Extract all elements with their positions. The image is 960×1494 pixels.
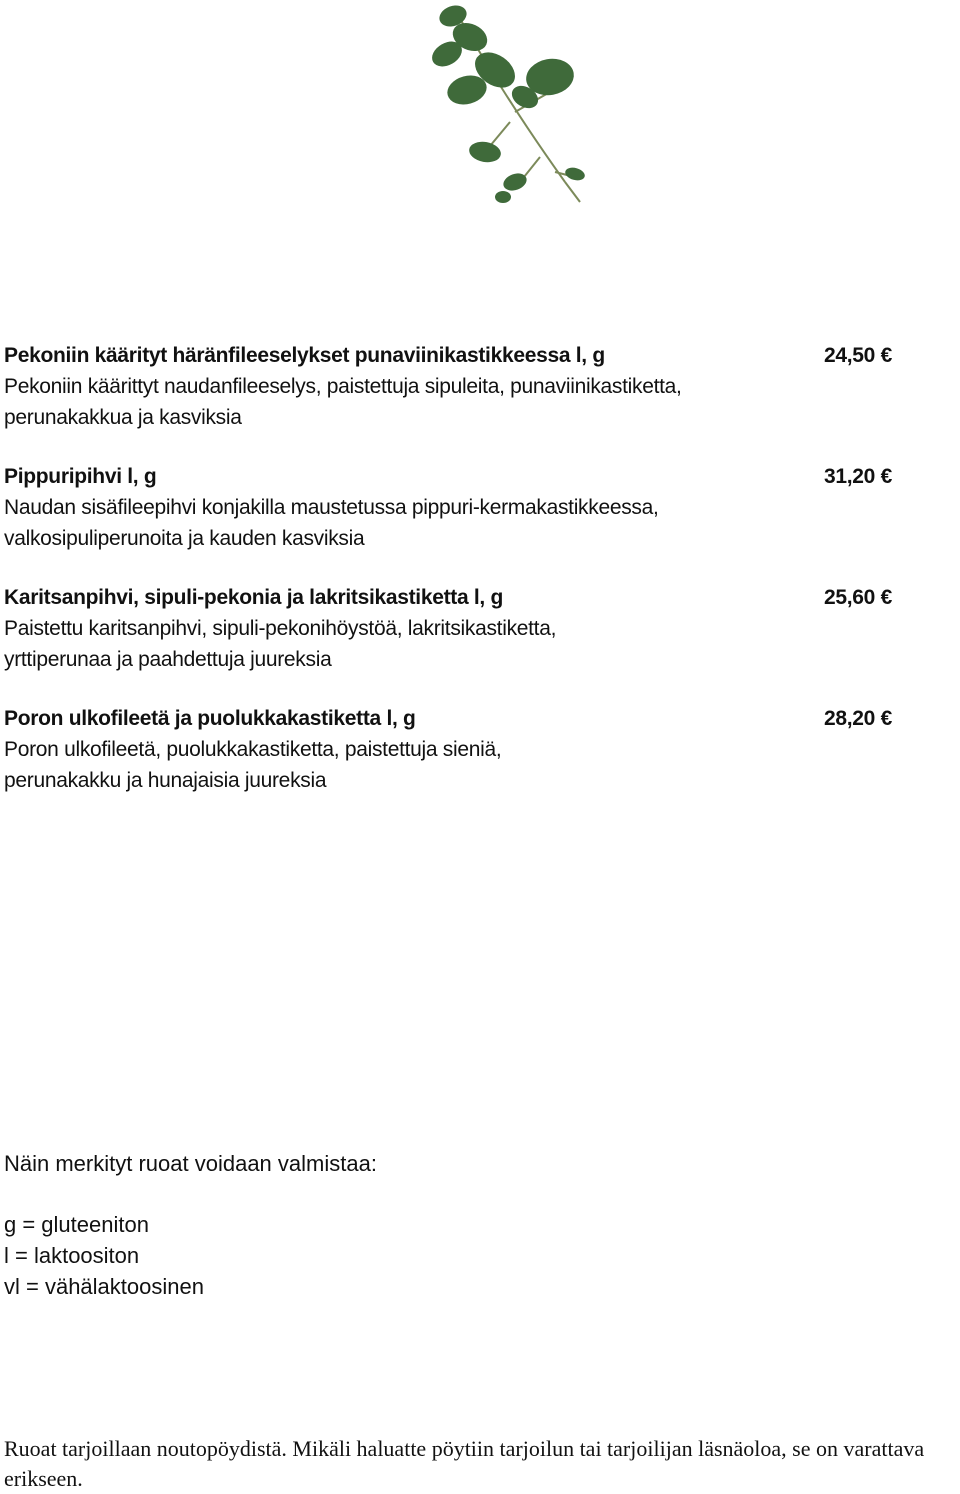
menu-item	[4, 703, 924, 796]
menu-item-description-line: yrttiperunaa ja paahdettuja juureksia	[4, 648, 332, 671]
menu-item	[4, 340, 924, 433]
menu-item	[4, 461, 924, 554]
menu-item	[4, 582, 924, 675]
menu-item-description-line: perunakakku ja hunajaisia juureksia	[4, 769, 327, 792]
herb-sprig-illustration	[415, 2, 595, 217]
menu-item-price: 25,60 €	[824, 586, 892, 609]
menu-item-description	[4, 613, 864, 675]
legend-title: Näin merkityt ruoat voidaan valmistaa:	[4, 1151, 377, 1176]
legend-entry: g = gluteeniton	[4, 1212, 149, 1237]
legend-entry: vl = vähälaktoosinen	[4, 1274, 204, 1299]
legend-entry: l = laktoositon	[4, 1243, 140, 1268]
menu-item-description-line: Paistettu karitsanpihvi, sipuli-pekonihöystöä, lakritsikastiketta,	[4, 617, 557, 640]
menu-item-description-line: Naudan sisäfileepihvi konjakilla maustetussa pippuri-kermakastikkeessa,	[4, 496, 659, 519]
footer-note: Ruoat tarjoillaan noutopöydistä. Mikäli haluatte pöytiin tarjoilun tai tarjoilijan läsnäoloa, se on varattava erikseen.	[4, 1436, 925, 1491]
menu-item-name: Poron ulkofileetä ja puolukkakastiketta l, g	[4, 707, 416, 730]
menu-item-description-line: valkosipuliperunoita ja kauden kasviksia	[4, 527, 365, 550]
menu-item-price: 28,20 €	[824, 707, 892, 730]
menu-item-description-line: Pekoniin käärittyt naudanfileeselys, paistettuja sipuleita, punaviinikastiketta,	[4, 375, 682, 398]
menu-item-price: 31,20 €	[824, 465, 892, 488]
menu-item-description	[4, 492, 864, 554]
menu-item-description	[4, 371, 864, 433]
diet-legend	[4, 1148, 377, 1302]
menu-item-price: 24,50 €	[824, 344, 892, 367]
menu-item-name: Pekoniin käärityt häränfileeselykset punaviinikastikkeessa l, g	[4, 344, 605, 367]
menu-item-name: Karitsanpihvi, sipuli-pekonia ja lakritsikastiketta l, g	[4, 586, 504, 609]
menu-item-name: Pippuripihvi l, g	[4, 465, 157, 488]
menu-list	[4, 340, 924, 824]
menu-item-description-line: Poron ulkofileetä, puolukkakastiketta, paistettuja sieniä,	[4, 738, 502, 761]
menu-item-description	[4, 734, 864, 796]
menu-item-description-line: perunakakkua ja kasviksia	[4, 406, 242, 429]
